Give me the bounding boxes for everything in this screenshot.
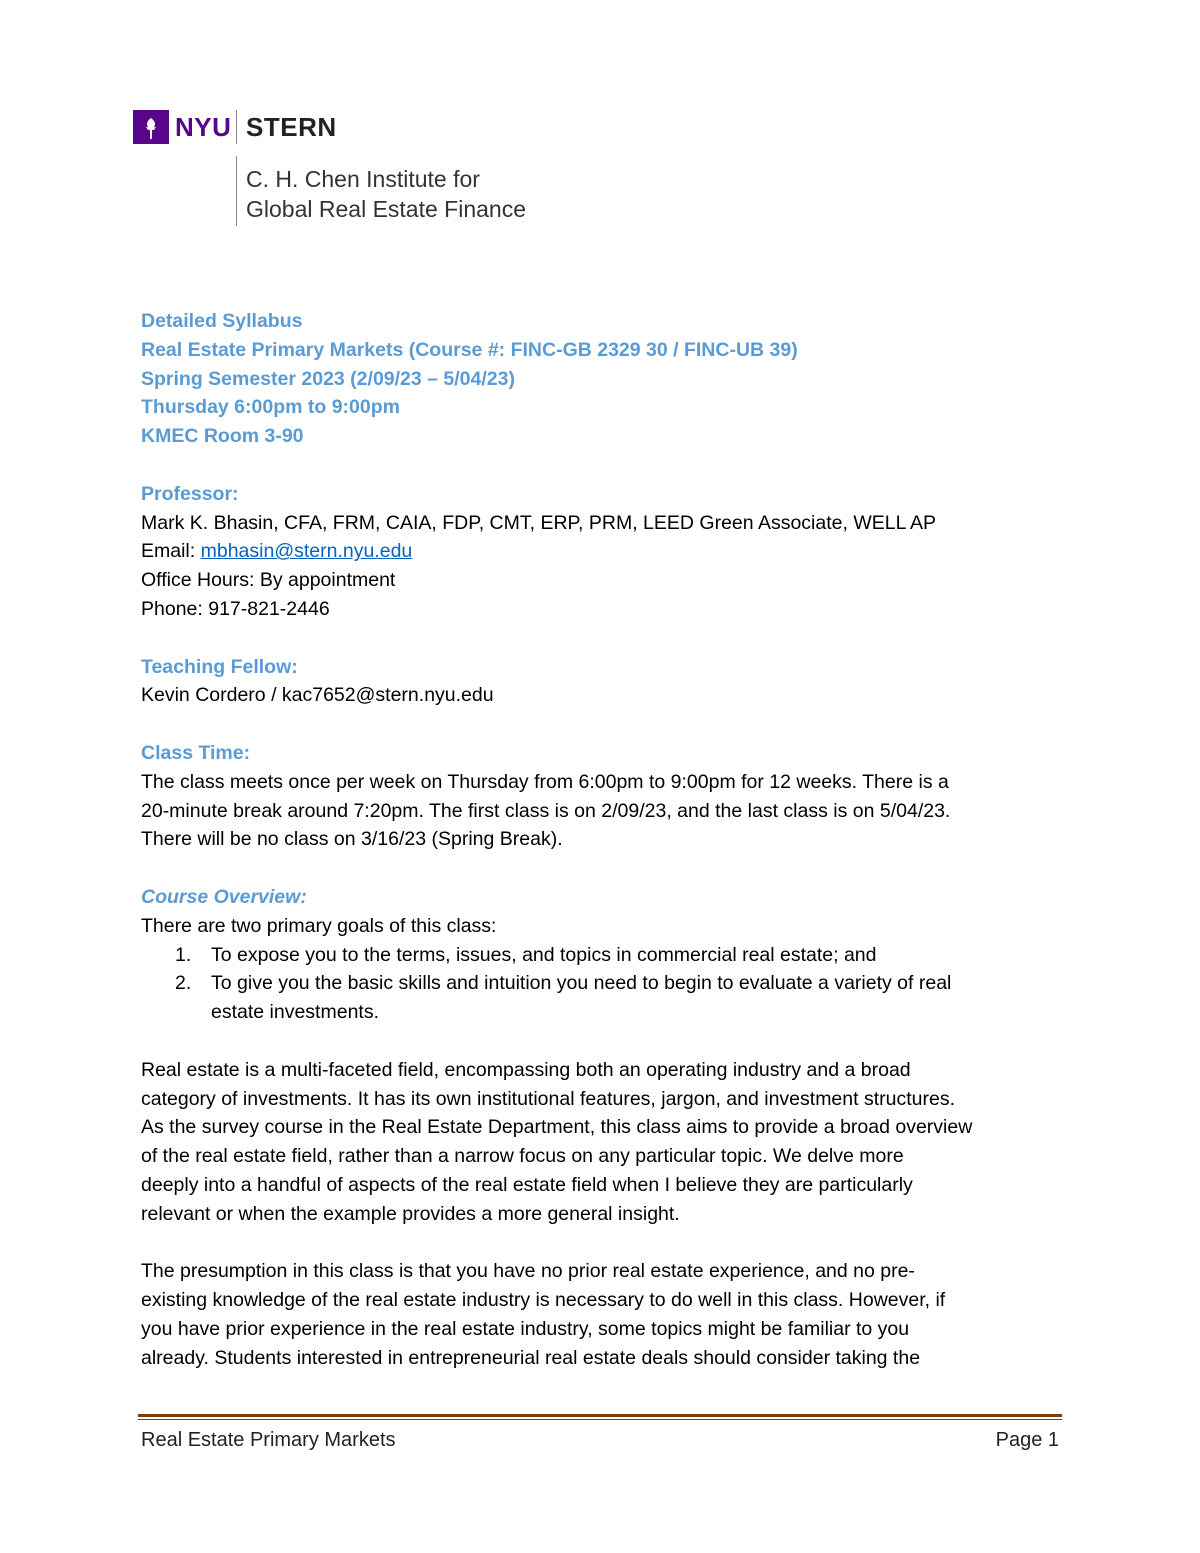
stern-wordmark: STERN bbox=[246, 112, 337, 142]
office-hours: Office Hours: By appointment bbox=[141, 569, 396, 592]
paragraph-line: existing knowledge of the real estate industry is necessary to do well in this class. However, if bbox=[141, 1289, 946, 1312]
paragraph-line: of the real estate field, rather than a narrow focus on any particular topic. We delve more bbox=[141, 1145, 904, 1168]
email-link[interactable]: mbhasin@stern.nyu.edu bbox=[200, 540, 413, 563]
professor-name: Mark K. Bhasin, CFA, FRM, CAIA, FDP, CMT, ERP, PRM, LEED Green Associate, WELL AP bbox=[141, 511, 937, 534]
paragraph-line: The presumption in this class is that you have no prior real estate experience, and no pre- bbox=[141, 1260, 915, 1283]
institute-line-1: C. H. Chen Institute for bbox=[246, 166, 480, 192]
syllabus-body bbox=[141, 307, 1071, 1372]
paragraph-line: category of investments. It has its own institutional features, jargon, and investment structures. bbox=[141, 1087, 955, 1110]
goal-item-continued bbox=[141, 998, 1071, 1027]
course-name: Real Estate Primary Markets (Course #: FINC-GB 2329 30 / FINC-UB 39) bbox=[141, 338, 798, 361]
paragraph-line: Real estate is a multi-faceted field, encompassing both an operating industry and a broad bbox=[141, 1058, 911, 1081]
paragraph-line: deeply into a handful of aspects of the real estate field when I believe they are particularly bbox=[141, 1173, 913, 1196]
class-time-line-3: There will be no class on 3/16/23 (Spring Break). bbox=[141, 828, 563, 851]
teaching-fellow: Kevin Cordero / kac7652@stern.nyu.edu bbox=[141, 684, 494, 707]
course-overview-heading: Course Overview: bbox=[141, 885, 307, 908]
institute-line-2: Global Real Estate Finance bbox=[246, 196, 526, 222]
paragraph-line: already. Students interested in entrepreneurial real estate deals should consider taking the bbox=[141, 1346, 921, 1369]
paragraph-line: relevant or when the example provides a more general insight. bbox=[141, 1202, 680, 1225]
footer-rule-thin bbox=[138, 1419, 1062, 1420]
class-time-line-2: 20-minute break around 7:20pm. The first class is on 2/09/23, and the last class is on 5/04/23. bbox=[141, 799, 951, 822]
room: KMEC Room 3-90 bbox=[141, 425, 304, 448]
overview-paragraph-1 bbox=[141, 1056, 1061, 1229]
goal-text: estate investments. bbox=[211, 1001, 379, 1024]
paragraph-line: As the survey course in the Real Estate Department, this class aims to provide a broad overview bbox=[141, 1116, 973, 1139]
meeting-time: Thursday 6:00pm to 9:00pm bbox=[141, 396, 400, 419]
goal-number: 1. bbox=[175, 943, 192, 966]
doc-title: Detailed Syllabus bbox=[141, 310, 303, 332]
overview-paragraph-2 bbox=[141, 1257, 1061, 1372]
nyu-wordmark: NYU bbox=[175, 112, 232, 142]
professor-email-line bbox=[141, 537, 1071, 566]
goal-text: To give you the basic skills and intuition you need to begin to evaluate a variety of real bbox=[211, 972, 952, 995]
email-label: Email: bbox=[141, 540, 201, 563]
goals-intro: There are two primary goals of this class: bbox=[141, 914, 497, 937]
institute-name bbox=[246, 164, 526, 224]
teaching-fellow-heading: Teaching Fellow: bbox=[141, 655, 298, 678]
goal-item bbox=[141, 941, 1071, 970]
nyu-stern-logo bbox=[133, 110, 593, 228]
paragraph-line: you have prior experience in the real estate industry, some topics might be familiar to you bbox=[141, 1317, 910, 1340]
class-time-line-1: The class meets once per week on Thursday from 6:00pm to 9:00pm for 12 weeks. There is a bbox=[141, 770, 949, 793]
goal-number: 2. bbox=[175, 972, 192, 995]
torch-icon bbox=[133, 110, 169, 144]
class-time-heading: Class Time: bbox=[141, 741, 251, 764]
professor-heading: Professor: bbox=[141, 482, 239, 505]
goal-text: To expose you to the terms, issues, and topics in commercial real estate; and bbox=[211, 943, 877, 966]
semester: Spring Semester 2023 (2/09/23 – 5/04/23) bbox=[141, 367, 515, 390]
institute-divider bbox=[236, 156, 237, 226]
phone: Phone: 917-821-2446 bbox=[141, 597, 330, 620]
logo-divider bbox=[236, 110, 237, 144]
footer-rule-thick bbox=[138, 1414, 1062, 1417]
footer-page-number: Page 1 bbox=[995, 1429, 1059, 1451]
footer-course-title: Real Estate Primary Markets bbox=[141, 1429, 396, 1451]
goal-item bbox=[141, 969, 1071, 998]
